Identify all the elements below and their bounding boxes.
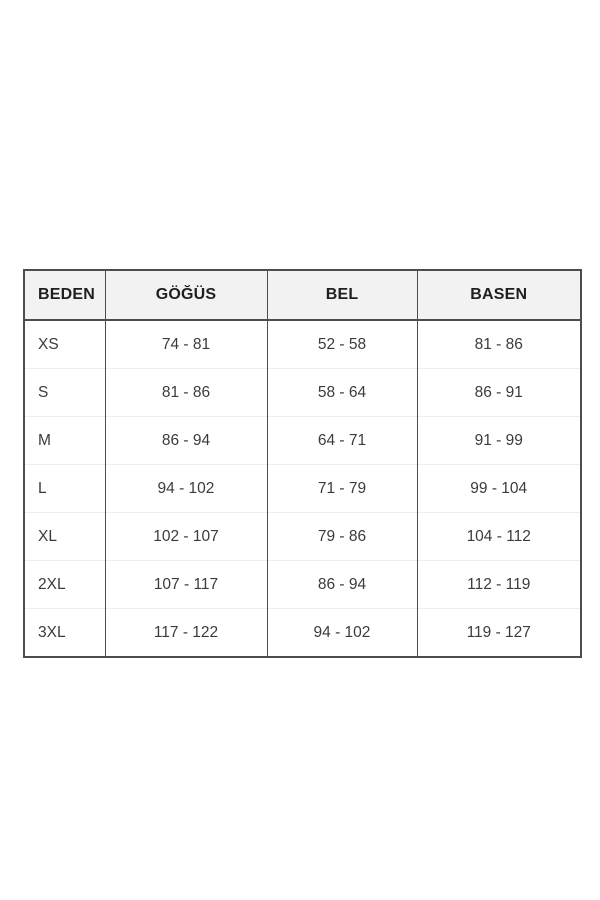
column-header-gogus: GÖĞÜS <box>105 270 267 320</box>
chest-range-cell: 102 - 107 <box>105 513 267 561</box>
size-table-body <box>24 320 581 657</box>
waist-range-cell: 64 - 71 <box>267 417 417 465</box>
chest-range-cell: 86 - 94 <box>105 417 267 465</box>
size-cell: 3XL <box>24 609 105 658</box>
waist-range-cell: 71 - 79 <box>267 465 417 513</box>
table-row <box>24 320 581 369</box>
hips-range-cell: 112 - 119 <box>417 561 581 609</box>
hips-range-cell: 104 - 112 <box>417 513 581 561</box>
size-cell: L <box>24 465 105 513</box>
chest-range-cell: 74 - 81 <box>105 320 267 369</box>
chest-range-cell: 94 - 102 <box>105 465 267 513</box>
waist-range-cell: 79 - 86 <box>267 513 417 561</box>
size-chart-table <box>23 269 582 658</box>
table-row <box>24 561 581 609</box>
size-cell: M <box>24 417 105 465</box>
column-header-basen: BASEN <box>417 270 581 320</box>
header-row <box>24 270 581 320</box>
chest-range-cell: 117 - 122 <box>105 609 267 658</box>
hips-range-cell: 99 - 104 <box>417 465 581 513</box>
size-cell: S <box>24 369 105 417</box>
chest-range-cell: 107 - 117 <box>105 561 267 609</box>
table-row <box>24 609 581 658</box>
column-header-bel: BEL <box>267 270 417 320</box>
hips-range-cell: 81 - 86 <box>417 320 581 369</box>
waist-range-cell: 94 - 102 <box>267 609 417 658</box>
table-row <box>24 417 581 465</box>
hips-range-cell: 119 - 127 <box>417 609 581 658</box>
waist-range-cell: 58 - 64 <box>267 369 417 417</box>
hips-range-cell: 86 - 91 <box>417 369 581 417</box>
waist-range-cell: 52 - 58 <box>267 320 417 369</box>
size-chart <box>23 269 582 658</box>
size-cell: 2XL <box>24 561 105 609</box>
size-cell: XS <box>24 320 105 369</box>
waist-range-cell: 86 - 94 <box>267 561 417 609</box>
table-row <box>24 513 581 561</box>
size-cell: XL <box>24 513 105 561</box>
hips-range-cell: 91 - 99 <box>417 417 581 465</box>
table-row <box>24 369 581 417</box>
column-header-beden: BEDEN <box>24 270 105 320</box>
size-chart-header <box>24 270 581 320</box>
table-row <box>24 465 581 513</box>
chest-range-cell: 81 - 86 <box>105 369 267 417</box>
